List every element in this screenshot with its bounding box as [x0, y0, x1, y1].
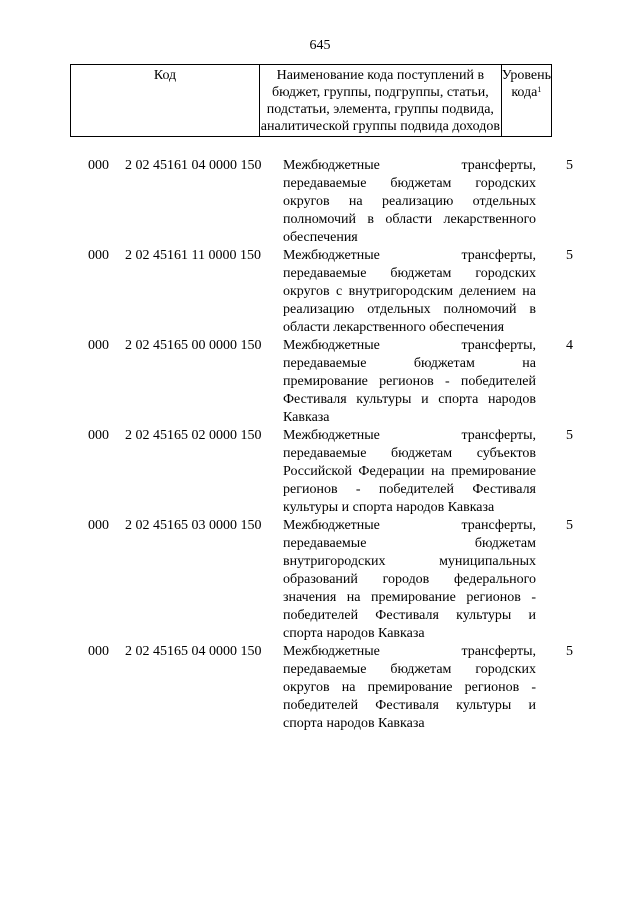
row-prefix: 000: [88, 428, 109, 443]
header-level-label: Уровень кода: [501, 68, 551, 100]
header-level: [502, 65, 551, 136]
table-row: [0, 247, 640, 337]
row-code: 2 02 45165 04 0000 150: [125, 644, 262, 659]
table-header: [70, 64, 552, 137]
row-prefix: 000: [88, 644, 109, 659]
row-code: 2 02 45165 02 0000 150: [125, 428, 262, 443]
row-prefix: 000: [88, 158, 109, 173]
row-name: Межбюджетные трансферты, передаваемые бюджетам городских округов с внутригородским делением на реализацию отдельных полномочий в области лекарственного обеспечения: [283, 248, 536, 335]
table-row: [0, 157, 640, 247]
table-row: [0, 517, 640, 643]
header-name: Наименование кода поступлений в бюджет, группы, подгруппы, статьи, подстатьи, элемента, группы подвида, аналитической группы подвида доходов: [260, 65, 502, 136]
row-prefix: 000: [88, 518, 109, 533]
row-level: 5: [566, 518, 573, 533]
row-code: 2 02 45165 03 0000 150: [125, 518, 262, 533]
table-row: [0, 643, 640, 733]
row-level: 4: [566, 338, 573, 353]
row-level: 5: [566, 428, 573, 443]
header-code: Код: [71, 65, 260, 136]
row-prefix: 000: [88, 338, 109, 353]
row-name: Межбюджетные трансферты, передаваемые бюджетам городских округов на реализацию отдельных полномочий в области лекарственного обеспечения: [283, 158, 536, 245]
row-level: 5: [566, 158, 573, 173]
row-name: Межбюджетные трансферты, передаваемые бюджетам городских округов на премирование регионов - победителей Фестиваля культуры и спорта народов Кавказа: [283, 644, 536, 731]
page-number: 645: [309, 38, 331, 53]
table-body: [0, 157, 640, 733]
row-code: 2 02 45161 11 0000 150: [125, 248, 261, 263]
row-name: Межбюджетные трансферты, передаваемые бюджетам субъектов Российской Федерации на премирование регионов - победителей Фестиваля культуры и спорта народов Кавказа: [283, 428, 536, 515]
row-level: 5: [566, 644, 573, 659]
row-code: 2 02 45161 04 0000 150: [125, 158, 262, 173]
table-row: [0, 337, 640, 427]
row-code: 2 02 45165 00 0000 150: [125, 338, 262, 353]
header-level-footnote: 1: [537, 85, 542, 94]
row-name: Межбюджетные трансферты, передаваемые бюджетам на премирование регионов - победителей Фестиваля культуры и спорта народов Кавказа: [283, 338, 536, 425]
row-prefix: 000: [88, 248, 109, 263]
row-name: Межбюджетные трансферты, передаваемые бюджетам внутригородских муниципальных образований городов федерального значения на премирование регионов - победителей Фестиваля культуры и спорта народов Кавказа: [283, 518, 536, 641]
row-level: 5: [566, 248, 573, 263]
table-row: [0, 427, 640, 517]
